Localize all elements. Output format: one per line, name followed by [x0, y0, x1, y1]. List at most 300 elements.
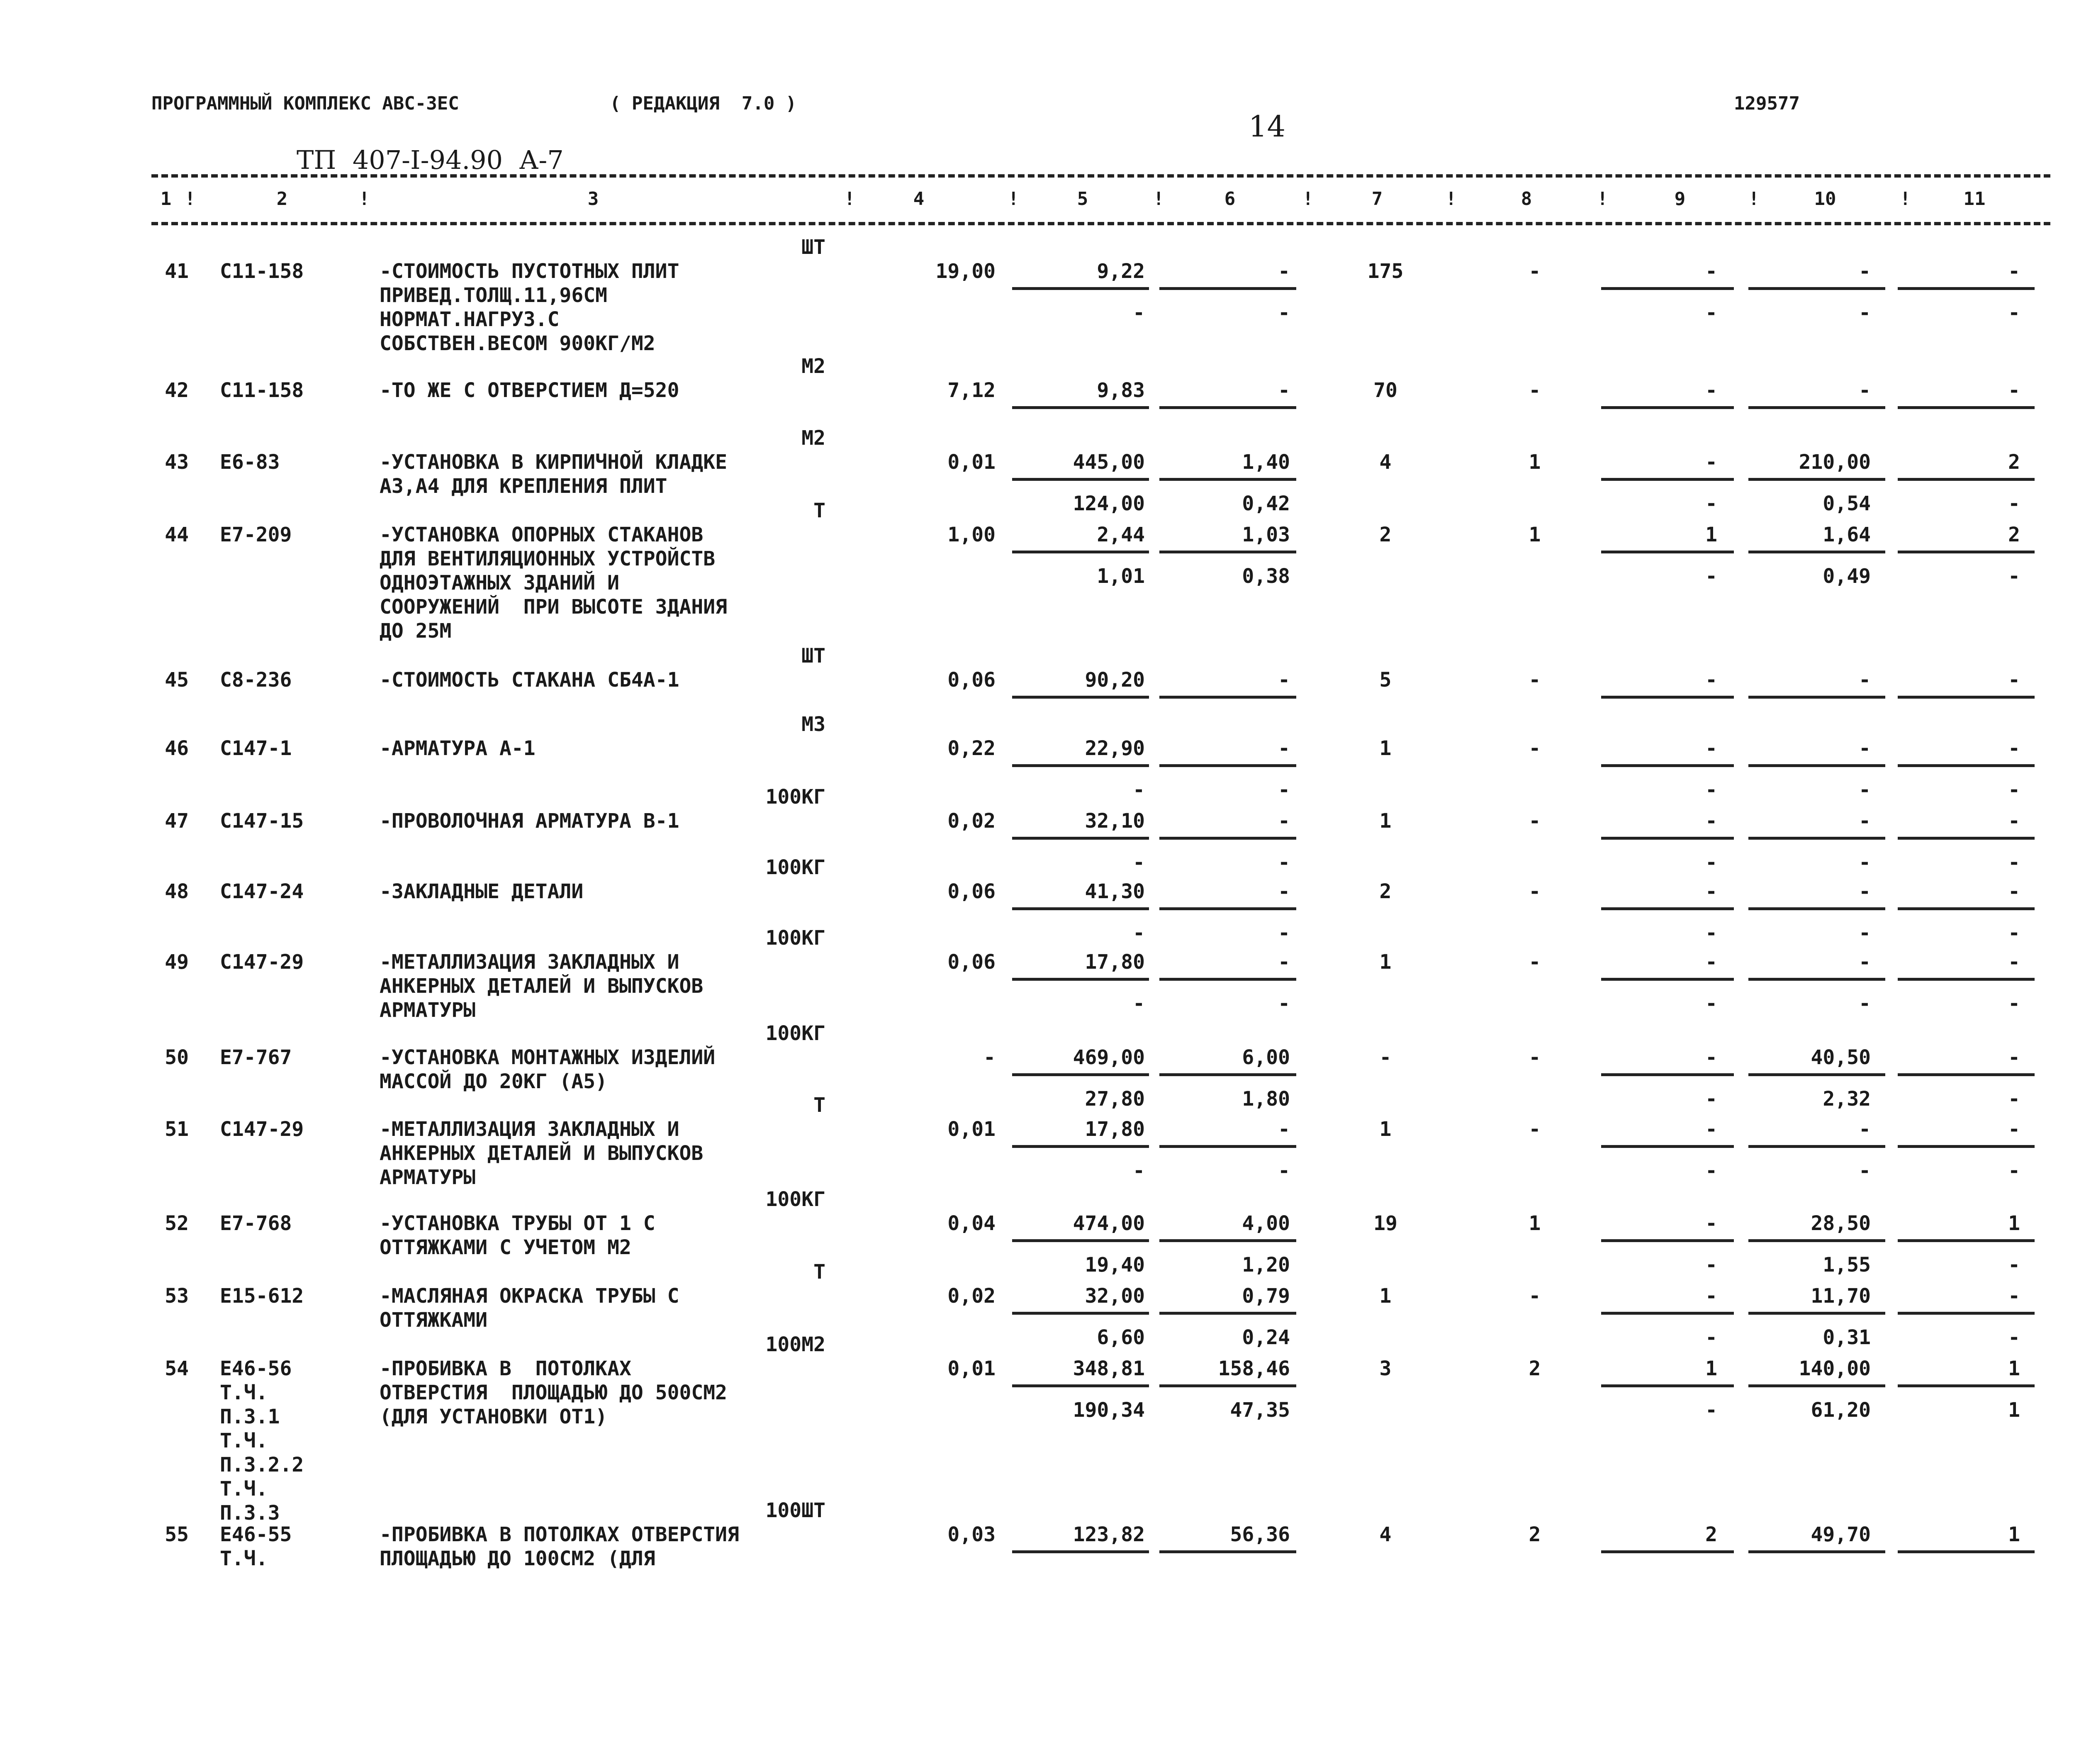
value-c11-sub: 1 [2008, 1399, 2020, 1422]
value-c7: 1 [1379, 950, 1392, 974]
value-c7: 2 [1379, 880, 1392, 903]
document-id: 129577 [1734, 93, 1800, 114]
cell-underline [1748, 1550, 1885, 1553]
value-c10-sub: 0,49 [1823, 565, 1871, 588]
cell-underline [1601, 907, 1734, 910]
value-c8: 2 [1529, 1523, 1541, 1546]
value-c10-sub: 0,54 [1823, 492, 1871, 515]
cell-underline [1159, 1073, 1296, 1076]
description-line: ОТТЯЖКАМИ [380, 1308, 488, 1332]
value-c9-sub: - [1705, 1087, 1717, 1111]
value-c8: - [1529, 950, 1541, 974]
cell-underline [1601, 837, 1734, 840]
column-separator: ! [359, 188, 370, 210]
description-line: АРМАТУРЫ [380, 1166, 476, 1189]
value-c9-sub: - [1705, 851, 1717, 874]
description-line: АНКЕРНЫХ ДЕТАЛЕЙ И ВЫПУСКОВ [380, 975, 704, 998]
cell-underline [1601, 1239, 1734, 1242]
value-c9: 1 [1705, 523, 1717, 546]
column-separator: ! [185, 188, 196, 210]
value-c6-sub: - [1278, 921, 1290, 945]
value-c11-sub: - [2008, 778, 2020, 802]
value-c8: 1 [1529, 1212, 1541, 1235]
cell-underline [1012, 1073, 1149, 1076]
cell-underline [1748, 978, 1885, 981]
value-c11: 2 [2008, 451, 2020, 474]
cell-underline [1012, 1145, 1149, 1148]
value-c10-sub: - [1859, 851, 1871, 874]
resource-code: Е46-56 [220, 1357, 292, 1380]
cell-underline [1601, 287, 1734, 290]
quantity-value: 0,04 [947, 1212, 996, 1235]
resource-code: Т.Ч. [220, 1381, 268, 1404]
cell-underline [1898, 1312, 2035, 1315]
value-c9: - [1705, 880, 1717, 903]
value-c11-sub: - [2008, 1253, 2020, 1277]
quantity-value: 0,06 [947, 668, 996, 692]
row-number: 42 [165, 379, 189, 402]
value-c6-sub: 0,24 [1242, 1326, 1290, 1349]
value-c5: 32,00 [1085, 1284, 1145, 1308]
value-c5-sub: - [1133, 778, 1145, 802]
cell-underline [1898, 406, 2035, 409]
description-line: -АРМАТУРА А-1 [380, 737, 536, 760]
value-c5-sub: - [1133, 992, 1145, 1015]
column-header-1: 1 [160, 188, 172, 210]
value-c7: 2 [1379, 523, 1392, 546]
unit-label: 100М2 [765, 1333, 825, 1356]
value-c5: 469,00 [1073, 1046, 1145, 1069]
column-separator: ! [844, 188, 855, 210]
column-separator: ! [1446, 188, 1457, 210]
value-c5: 9,22 [1097, 260, 1145, 283]
cell-underline [1601, 478, 1734, 481]
value-c8: 2 [1529, 1357, 1541, 1380]
description-line: (ДЛЯ УСТАНОВКИ ОТ1) [380, 1405, 608, 1428]
quantity-value: - [983, 1046, 996, 1069]
resource-code: С147-15 [220, 809, 304, 833]
column-header-6: 6 [1224, 188, 1236, 210]
value-c10: 28,50 [1811, 1212, 1871, 1235]
quantity-value: 1,00 [947, 523, 996, 546]
value-c10: - [1859, 260, 1871, 283]
cell-underline [1601, 1550, 1734, 1553]
cell-underline [1601, 1312, 1734, 1315]
quantity-value: 0,02 [947, 809, 996, 833]
value-c11: - [2008, 1118, 2020, 1141]
cell-underline [1601, 1073, 1734, 1076]
value-c5: 41,30 [1085, 880, 1145, 903]
unit-label: 100КГ [765, 785, 825, 809]
resource-code: Е15-612 [220, 1284, 304, 1308]
description-line: -СТОИМОСТЬ СТАКАНА СБ4А-1 [380, 668, 679, 692]
value-c9-sub: - [1705, 992, 1717, 1015]
value-c5-sub: 190,34 [1073, 1399, 1145, 1422]
description-line: ДО 25М [380, 619, 452, 643]
value-c11: - [2008, 1284, 2020, 1308]
value-c7: 1 [1379, 1284, 1392, 1308]
description-line: -УСТАНОВКА В КИРПИЧНОЙ КЛАДКЕ [380, 451, 728, 474]
value-c8: - [1529, 880, 1541, 903]
cell-underline [1159, 907, 1296, 910]
description-line: -ЗАКЛАДНЫЕ ДЕТАЛИ [380, 880, 584, 903]
description-line: ПЛОЩАДЬЮ ДО 100СМ2 (ДЛЯ [380, 1547, 655, 1570]
cell-underline [1601, 1145, 1734, 1148]
value-c9: 2 [1705, 1523, 1717, 1546]
row-number: 48 [165, 880, 189, 903]
row-number: 51 [165, 1118, 189, 1141]
value-c6-sub: - [1278, 1159, 1290, 1182]
value-c6-sub: 1,80 [1242, 1087, 1290, 1111]
description-line: ПРИВЕД.ТОЛЩ.11,96СМ [380, 284, 608, 307]
value-c11: - [2008, 379, 2020, 402]
quantity-value: 0,22 [947, 737, 996, 760]
unit-label: М3 [801, 713, 825, 736]
cell-underline [1898, 551, 2035, 553]
value-c11: - [2008, 809, 2020, 833]
program-title: ПРОГРАММНЫЙ КОМПЛЕКС АВС-3ЕС [151, 93, 459, 114]
cell-underline [1012, 907, 1149, 910]
quantity-value: 0,01 [947, 1118, 996, 1141]
value-c11-sub: - [2008, 1087, 2020, 1111]
value-c11: - [2008, 880, 2020, 903]
column-separator: ! [1597, 188, 1608, 210]
header-top-rule [151, 174, 2050, 178]
unit-label: 100КГ [765, 1022, 825, 1045]
column-header-8: 8 [1521, 188, 1532, 210]
cell-underline [1159, 1312, 1296, 1315]
column-header-2: 2 [276, 188, 288, 210]
unit-label: М2 [801, 426, 825, 450]
cell-underline [1898, 1384, 2035, 1387]
value-c6: 6,00 [1242, 1046, 1290, 1069]
value-c9-sub: - [1705, 1253, 1717, 1277]
value-c7: 19 [1373, 1212, 1397, 1235]
value-c6: - [1278, 668, 1290, 692]
unit-label: Т [813, 499, 825, 522]
cell-underline [1898, 978, 2035, 981]
column-separator: ! [1153, 188, 1164, 210]
value-c9-sub: - [1705, 1159, 1717, 1182]
value-c9-sub: - [1705, 301, 1717, 324]
value-c11: - [2008, 1046, 2020, 1069]
resource-code: Е7-209 [220, 523, 292, 546]
value-c5: 2,44 [1097, 523, 1145, 546]
value-c7: 175 [1367, 260, 1404, 283]
cell-underline [1159, 1145, 1296, 1148]
cell-underline [1898, 1073, 2035, 1076]
cell-underline [1601, 696, 1734, 699]
value-c10: - [1859, 737, 1871, 760]
value-c11-sub: - [2008, 1159, 2020, 1182]
cell-underline [1012, 1239, 1149, 1242]
column-separator: ! [1900, 188, 1911, 210]
cell-underline [1748, 1312, 1885, 1315]
value-c9: - [1705, 451, 1717, 474]
value-c6-sub: 1,20 [1242, 1253, 1290, 1277]
value-c10: - [1859, 379, 1871, 402]
value-c9: - [1705, 668, 1717, 692]
cell-underline [1159, 837, 1296, 840]
description-line: -УСТАНОВКА ОПОРНЫХ СТАКАНОВ [380, 523, 704, 546]
cell-underline [1159, 551, 1296, 553]
value-c9-sub: - [1705, 565, 1717, 588]
column-header-3: 3 [587, 188, 599, 210]
cell-underline [1748, 1384, 1885, 1387]
value-c7: 5 [1379, 668, 1392, 692]
value-c10: - [1859, 1118, 1871, 1141]
quantity-value: 19,00 [935, 260, 996, 283]
resource-code: Т.Ч. [220, 1429, 268, 1452]
resource-code: С147-24 [220, 880, 304, 903]
cell-underline [1012, 287, 1149, 290]
description-line: СООРУЖЕНИЙ ПРИ ВЫСОТЕ ЗДАНИЯ [380, 595, 728, 619]
value-c9-sub: - [1705, 921, 1717, 945]
value-c11: - [2008, 737, 2020, 760]
cell-underline [1748, 1145, 1885, 1148]
unit-label: ШТ [801, 644, 825, 668]
edition-label: ( РЕДАКЦИЯ 7.0 ) [610, 93, 797, 114]
cell-underline [1748, 907, 1885, 910]
value-c10: - [1859, 809, 1871, 833]
value-c6: 158,46 [1218, 1357, 1290, 1380]
description-line: -ТО ЖЕ С ОТВЕРСТИЕМ Д=520 [380, 379, 679, 402]
resource-code: Е7-767 [220, 1046, 292, 1069]
value-c5: 348,81 [1073, 1357, 1145, 1380]
cell-underline [1601, 764, 1734, 767]
value-c9: - [1705, 737, 1717, 760]
cell-underline [1601, 978, 1734, 981]
unit-label: 100КГ [765, 1188, 825, 1211]
value-c6: - [1278, 1118, 1290, 1141]
cell-underline [1012, 1550, 1149, 1553]
column-header-5: 5 [1077, 188, 1088, 210]
cell-underline [1012, 764, 1149, 767]
cell-underline [1898, 1145, 2035, 1148]
description-line: АРМАТУРЫ [380, 999, 476, 1022]
value-c6: 56,36 [1230, 1523, 1290, 1546]
resource-code: Т.Ч. [220, 1477, 268, 1501]
value-c9: - [1705, 809, 1717, 833]
cell-underline [1159, 978, 1296, 981]
resource-code: С147-29 [220, 1118, 304, 1141]
value-c5: 123,82 [1073, 1523, 1145, 1546]
value-c9: - [1705, 950, 1717, 974]
value-c6-sub: - [1278, 778, 1290, 802]
cell-underline [1898, 764, 2035, 767]
quantity-value: 0,01 [947, 451, 996, 474]
cell-underline [1012, 551, 1149, 553]
value-c10-sub: 61,20 [1811, 1399, 1871, 1422]
cell-underline [1748, 287, 1885, 290]
value-c6: - [1278, 737, 1290, 760]
value-c7: 1 [1379, 737, 1392, 760]
value-c10-sub: - [1859, 778, 1871, 802]
value-c7: 3 [1379, 1357, 1392, 1380]
value-c5-sub: 1,01 [1097, 565, 1145, 588]
resource-code: Т.Ч. [220, 1547, 268, 1570]
value-c6: 0,79 [1242, 1284, 1290, 1308]
value-c9-sub: - [1705, 1399, 1717, 1422]
cell-underline [1012, 978, 1149, 981]
description-line: -ПРОВОЛОЧНАЯ АРМАТУРА В-1 [380, 809, 679, 833]
value-c7: - [1379, 1046, 1392, 1069]
column-header-10: 10 [1814, 188, 1836, 210]
cell-underline [1159, 1239, 1296, 1242]
description-line: А3,А4 ДЛЯ КРЕПЛЕНИЯ ПЛИТ [380, 475, 667, 498]
value-c10-sub: 1,55 [1823, 1253, 1871, 1277]
quantity-value: 0,02 [947, 1284, 996, 1308]
value-c6-sub: - [1278, 301, 1290, 324]
column-header-9: 9 [1674, 188, 1686, 210]
value-c10: 11,70 [1811, 1284, 1871, 1308]
cell-underline [1748, 551, 1885, 553]
description-line: МАССОЙ ДО 20КГ (А5) [380, 1070, 608, 1093]
value-c6: 4,00 [1242, 1212, 1290, 1235]
value-c6: - [1278, 880, 1290, 903]
row-number: 45 [165, 668, 189, 692]
cell-underline [1159, 287, 1296, 290]
value-c11: 1 [2008, 1523, 2020, 1546]
resource-code: С11-158 [220, 260, 304, 283]
cell-underline [1748, 1073, 1885, 1076]
description-line: ДЛЯ ВЕНТИЛЯЦИОННЫХ УСТРОЙСТВ [380, 547, 716, 570]
row-number: 44 [165, 523, 189, 546]
unit-label: 100КГ [765, 856, 825, 879]
value-c11-sub: - [2008, 992, 2020, 1015]
description-line: ОТВЕРСТИЯ ПЛОЩАДЬЮ ДО 500СМ2 [380, 1381, 728, 1404]
value-c5: 474,00 [1073, 1212, 1145, 1235]
cell-underline [1012, 1312, 1149, 1315]
resource-code: П.3.1 [220, 1405, 280, 1428]
value-c7: 1 [1379, 1118, 1392, 1141]
column-separator: ! [1748, 188, 1760, 210]
column-header-11: 11 [1963, 188, 1986, 210]
value-c5-sub: 124,00 [1073, 492, 1145, 515]
resource-code: С147-29 [220, 950, 304, 974]
description-line: -ПРОБИВКА В ПОТОЛКАХ ОТВЕРСТИЯ [380, 1523, 739, 1546]
value-c10-sub: 0,31 [1823, 1326, 1871, 1349]
description-line: -МАСЛЯНАЯ ОКРАСКА ТРУБЫ С [380, 1284, 679, 1308]
column-separator: ! [1008, 188, 1019, 210]
value-c5: 17,80 [1085, 950, 1145, 974]
value-c9-sub: - [1705, 1326, 1717, 1349]
resource-code: Е6-83 [220, 451, 280, 474]
value-c5-sub: - [1133, 851, 1145, 874]
value-c11: - [2008, 260, 2020, 283]
header-bottom-rule [151, 222, 2050, 225]
value-c9: - [1705, 379, 1717, 402]
value-c10-sub: 2,32 [1823, 1087, 1871, 1111]
value-c6-sub: 0,42 [1242, 492, 1290, 515]
row-number: 49 [165, 950, 189, 974]
value-c11-sub: - [2008, 565, 2020, 588]
value-c10: 49,70 [1811, 1523, 1871, 1546]
cell-underline [1012, 837, 1149, 840]
value-c6-sub: 47,35 [1230, 1399, 1290, 1422]
cell-underline [1601, 406, 1734, 409]
cell-underline [1159, 406, 1296, 409]
value-c10: 140,00 [1799, 1357, 1871, 1380]
row-number: 50 [165, 1046, 189, 1069]
cell-underline [1012, 478, 1149, 481]
cell-underline [1898, 837, 2035, 840]
cell-underline [1601, 551, 1734, 553]
row-number: 47 [165, 809, 189, 833]
value-c5-sub: - [1133, 301, 1145, 324]
value-c7: 70 [1373, 379, 1397, 402]
description-line: -МЕТАЛЛИЗАЦИЯ ЗАКЛАДНЫХ И [380, 950, 679, 974]
value-c5: 90,20 [1085, 668, 1145, 692]
project-code: ТП 407-I-94.90 А-7 [297, 145, 564, 175]
description-line: -УСТАНОВКА МОНТАЖНЫХ ИЗДЕЛИЙ [380, 1046, 716, 1069]
value-c11-sub: - [2008, 492, 2020, 515]
value-c10-sub: - [1859, 301, 1871, 324]
description-line: -ПРОБИВКА В ПОТОЛКАХ [380, 1357, 631, 1380]
row-number: 52 [165, 1212, 189, 1235]
cell-underline [1748, 764, 1885, 767]
value-c5: 445,00 [1073, 451, 1145, 474]
value-c6: - [1278, 809, 1290, 833]
value-c5-sub: 27,80 [1085, 1087, 1145, 1111]
cell-underline [1748, 837, 1885, 840]
value-c5-sub: 6,60 [1097, 1326, 1145, 1349]
unit-label: 100ШТ [765, 1499, 825, 1522]
value-c8: - [1529, 379, 1541, 402]
value-c7: 4 [1379, 451, 1392, 474]
value-c11-sub: - [2008, 1326, 2020, 1349]
cell-underline [1159, 1550, 1296, 1553]
value-c10-sub: - [1859, 1159, 1871, 1182]
quantity-value: 7,12 [947, 379, 996, 402]
cell-underline [1012, 406, 1149, 409]
cell-underline [1159, 478, 1296, 481]
value-c9-sub: - [1705, 778, 1717, 802]
value-c8: - [1529, 809, 1541, 833]
cell-underline [1898, 696, 2035, 699]
description-line: НОРМАТ.НАГРУЗ.С [380, 308, 560, 331]
value-c9: - [1705, 1212, 1717, 1235]
value-c11: - [2008, 668, 2020, 692]
description-line: ОТТЯЖКАМИ С УЧЕТОМ М2 [380, 1236, 631, 1259]
value-c6: 1,40 [1242, 451, 1290, 474]
value-c7: 1 [1379, 809, 1392, 833]
value-c11: 2 [2008, 523, 2020, 546]
value-c11: - [2008, 950, 2020, 974]
value-c5: 32,10 [1085, 809, 1145, 833]
cell-underline [1159, 764, 1296, 767]
cell-underline [1898, 907, 2035, 910]
cell-underline [1159, 696, 1296, 699]
value-c9: - [1705, 1118, 1717, 1141]
value-c5-sub: - [1133, 921, 1145, 945]
unit-label: ШТ [801, 236, 825, 259]
unit-label: Т [813, 1094, 825, 1117]
value-c8: - [1529, 668, 1541, 692]
value-c10-sub: - [1859, 921, 1871, 945]
value-c8: - [1529, 1118, 1541, 1141]
description-line: СОБСТВЕН.ВЕСОМ 900КГ/М2 [380, 332, 655, 355]
value-c8: - [1529, 1046, 1541, 1069]
value-c7: 4 [1379, 1523, 1392, 1546]
value-c10: - [1859, 880, 1871, 903]
cell-underline [1898, 287, 2035, 290]
value-c11-sub: - [2008, 301, 2020, 324]
resource-code: С8-236 [220, 668, 292, 692]
value-c6: - [1278, 379, 1290, 402]
description-line: -СТОИМОСТЬ ПУСТОТНЫХ ПЛИТ [380, 260, 679, 283]
description-line: ОДНОЭТАЖНЫХ ЗДАНИЙ И [380, 571, 619, 594]
